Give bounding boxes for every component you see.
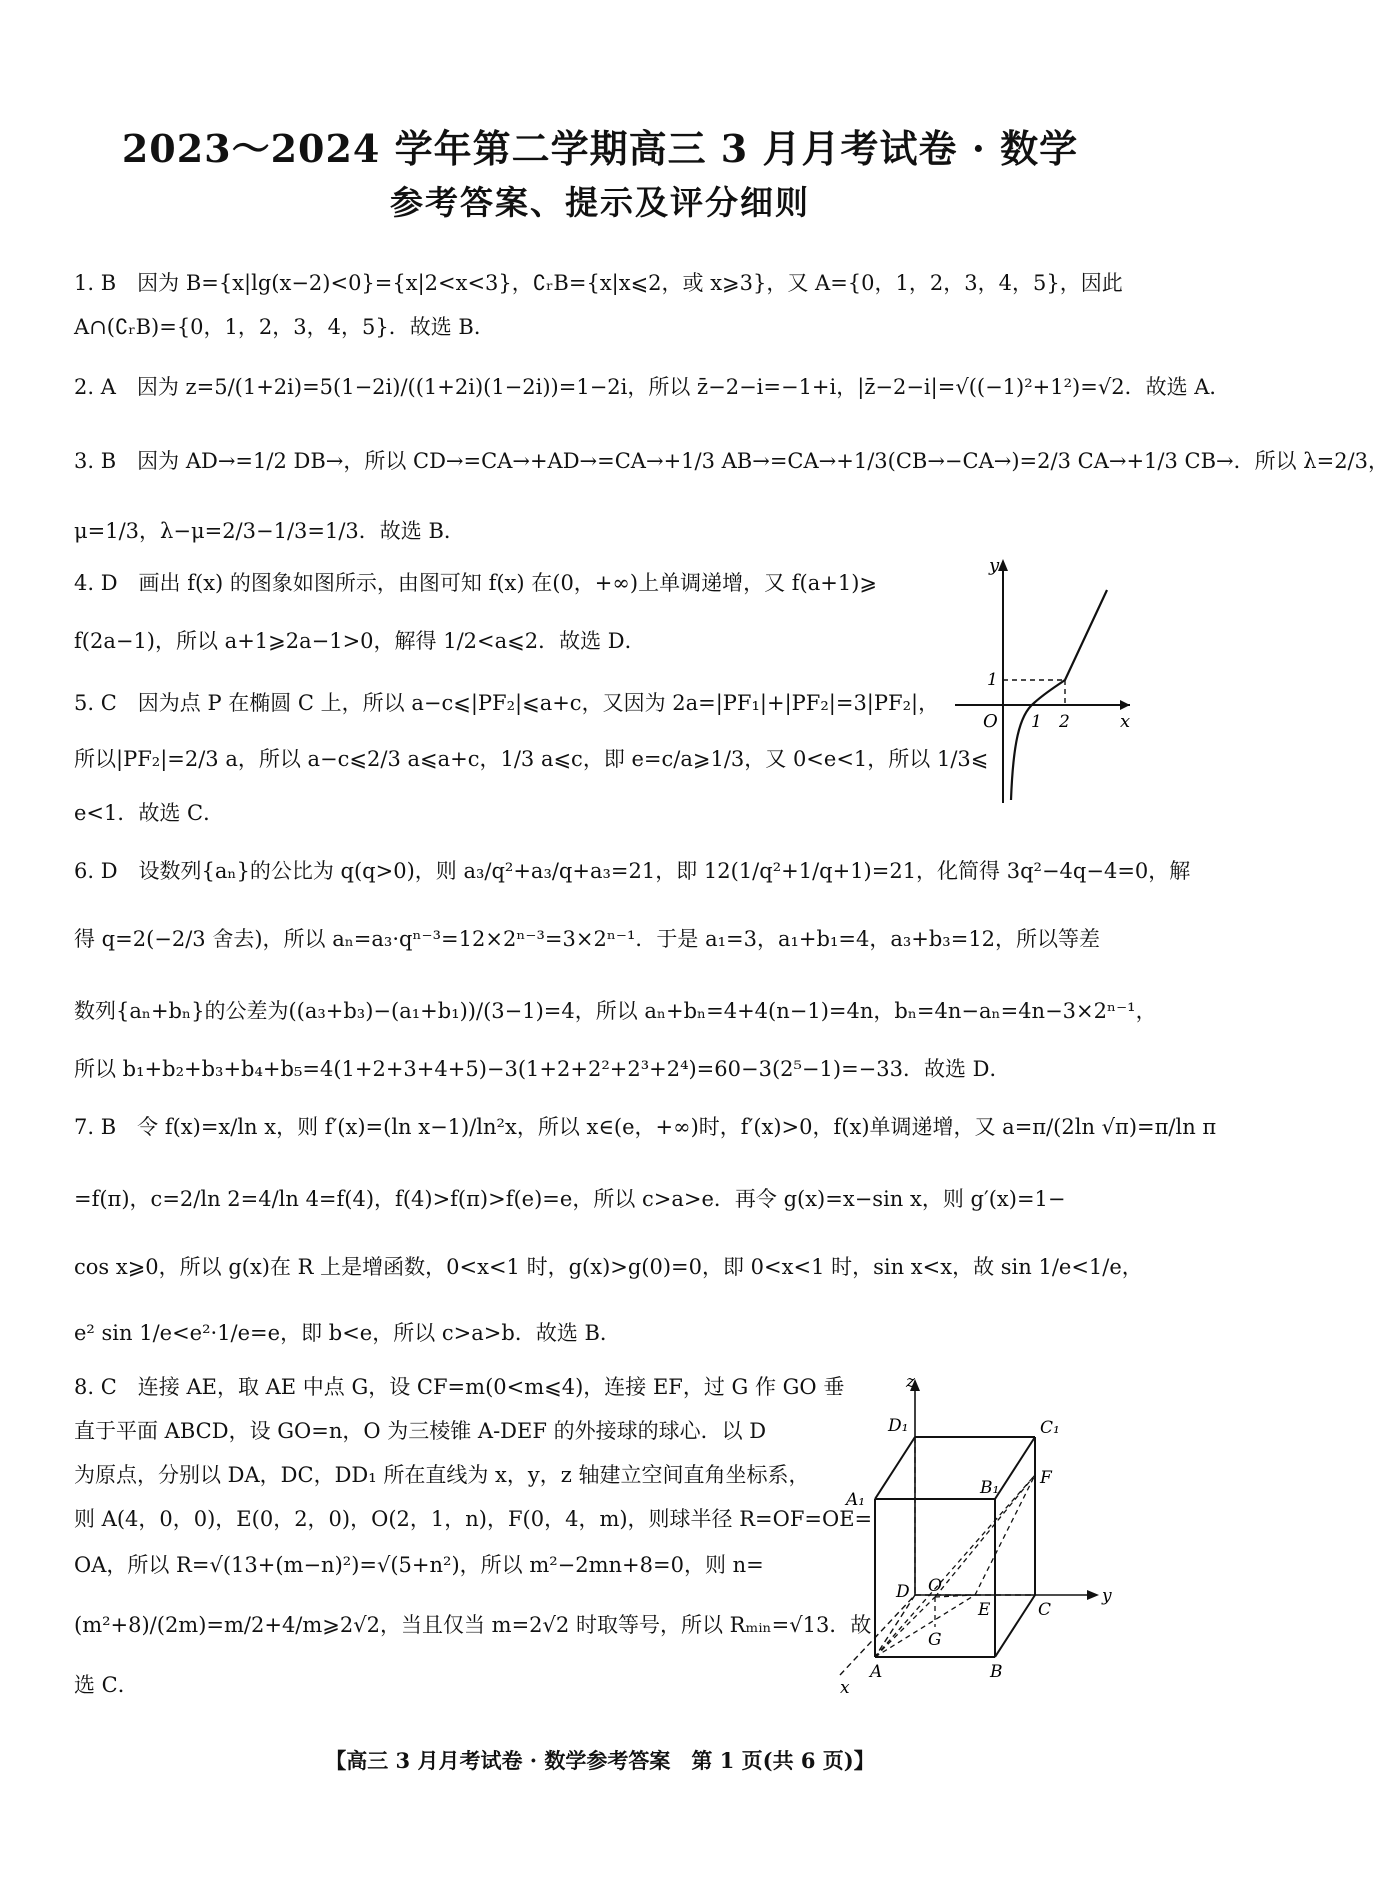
vertex-label: D₁: [888, 1416, 909, 1436]
origin-label: O: [983, 711, 998, 732]
answer-line: 数列{aₙ+bₙ}的公差为((a₃+b₃)−(a₁+b₁))/(3−1)=4，所以 aₙ+bₙ=4+4(n−1)=4n，bₙ=4n−aₙ=4n−3×2ⁿ⁻¹，: [74, 999, 1157, 1023]
answer-line: 则 A(4，0，0)，E(0，2，0)，O(2，1，n)，F(0，4，m)，则球半径 R=OF=OE=: [74, 1507, 873, 1531]
tick-label: 2: [1059, 712, 1070, 732]
x-axis-label: x: [840, 1678, 850, 1698]
answer-line: 得 q=2(−2/3 舍去)，所以 aₙ=a₃·qⁿ⁻³=12×2ⁿ⁻³=3×2ⁿ⁻¹．于是 a₁=3，a₁+b₁=4，a₃+b₃=12，所以等差: [74, 927, 1101, 951]
vertex-label: B₁: [980, 1478, 1000, 1498]
answer-line: A∩(∁ᵣB)={0，1，2，3，4，5}．故选 B．: [74, 315, 495, 339]
answer-line: 3. B 因为 AD→=1/2 DB→，所以 CD→=CA→+AD→=CA→+1/3 AB→=CA→+1/3(CB→−CA→)=2/3 CA→+1/3 CB→．所以 λ=2/3，: [74, 449, 1389, 473]
answer-line: 5. C 因为点 P 在椭圆 C 上，所以 a−c⩽|PF₂|⩽a+c，又因为 2a=|PF₁|+|PF₂|=3|PF₂|，: [74, 691, 940, 715]
answer-line: 7. B 令 f(x)=x/ln x，则 f′(x)=(ln x−1)/ln²x，所以 x∈(e，+∞)时，f′(x)>0，f(x)单调递增，又 a=π/(2ln √π)=π/ln π: [74, 1115, 1217, 1139]
answer-line: =f(π)，c=2/ln 2=4/ln 4=f(4)，f(4)>f(π)>f(e)=e，所以 c>a>e．再令 g(x)=x−sin x，则 g′(x)=1−: [74, 1187, 1066, 1211]
answer-line: 选 C．: [74, 1673, 139, 1697]
vertex-label: C: [1038, 1600, 1052, 1620]
answer-line: (m²+8)/(2m)=m/2+4/m⩾2√2，当且仅当 m=2√2 时取等号，所以 Rₘᵢₙ=√13．故: [74, 1613, 872, 1637]
vertex-label: A₁: [846, 1490, 866, 1510]
answer-line: OA，所以 R=√(13+(m−n)²)=√(5+n²)，所以 m²−2mn+8=0，则 n=: [74, 1553, 764, 1577]
function-graph: [955, 555, 1135, 805]
tick-label: 1: [1031, 712, 1042, 732]
answer-line: cos x⩾0，所以 g(x)在 R 上是增函数，0<x<1 时，g(x)>g(0)=0，即 0<x<1 时，sin x<x，故 sin 1/e<1/e，: [74, 1255, 1143, 1279]
vertex-label: A: [870, 1662, 883, 1682]
page-subtitle: 参考答案、提示及评分细则: [390, 183, 810, 222]
answer-line: 2. A 因为 z=5/(1+2i)=5(1−2i)/((1+2i)(1−2i))=1−2i，所以 z̄−2−i=−1+i，|z̄−2−i|=√((−1)²+1²)=√2．故选 A．: [74, 375, 1231, 399]
x-axis-label: x: [1120, 711, 1131, 732]
answer-line: 所以|PF₂|=2/3 a，所以 a−c⩽2/3 a⩽a+c，1/3 a⩽c，即 e=c/a⩾1/3，又 0<e<1，所以 1/3⩽: [74, 747, 989, 771]
vertex-label: E: [978, 1600, 991, 1620]
answer-line: 直于平面 ABCD，设 GO=n，O 为三棱锥 A-DEF 的外接球的球心．以 D: [74, 1419, 767, 1443]
answer-line: 6. D 设数列{aₙ}的公比为 q(q>0)，则 a₃/q²+a₃/q+a₃=21，即 12(1/q²+1/q+1)=21，化简得 3q²−4q−4=0，解: [74, 859, 1191, 883]
z-axis-label: z: [906, 1372, 915, 1392]
page-footer: 【高三 3 月月考试卷 · 数学参考答案 第 1 页(共 6 页)】: [325, 1748, 875, 1773]
page-title: 2023～2024 学年第二学期高三 3 月月考试卷 · 数学: [121, 126, 1079, 171]
answer-line: 为原点，分别以 DA，DC，DD₁ 所在直线为 x，y，z 轴建立空间直角坐标系，: [74, 1463, 810, 1487]
answer-line: 4. D 画出 f(x) 的图象如图所示，由图可知 f(x) 在(0，+∞)上单调递增，又 f(a+1)⩾: [74, 571, 877, 595]
answer-line: 1. B 因为 B={x|lg(x−2)<0}={x|2<x<3}，∁ᵣB={x|x⩽2，或 x⩾3}，又 A={0，1，2，3，4，5}，因此: [74, 271, 1123, 295]
answer-line: e<1．故选 C．: [74, 801, 225, 825]
vertex-label: O: [928, 1576, 942, 1596]
y-axis-label: y: [989, 555, 1000, 576]
vertex-label: F: [1040, 1468, 1052, 1488]
answer-line: 所以 b₁+b₂+b₃+b₄+b₅=4(1+2+3+4+5)−3(1+2+2²+2³+2⁴)=60−3(2⁵−1)=−33．故选 D．: [74, 1057, 1011, 1081]
answer-line: f(2a−1)，所以 a+1⩾2a−1>0，解得 1/2<a⩽2．故选 D．: [74, 629, 646, 653]
vertex-label: B: [990, 1662, 1003, 1682]
vertex-label: D: [896, 1582, 910, 1602]
vertex-label: C₁: [1040, 1418, 1060, 1438]
answer-line: 8. C 连接 AE，取 AE 中点 G，设 CF=m(0<m⩽4)，连接 EF，过 G 作 GO 垂: [74, 1375, 845, 1399]
vertex-label: G: [928, 1630, 942, 1650]
cube-diagram: [840, 1372, 1140, 1698]
answer-line: μ=1/3，λ−μ=2/3−1/3=1/3．故选 B．: [74, 519, 465, 543]
y-axis-label: y: [1102, 1586, 1112, 1606]
answer-line: e² sin 1/e<e²·1/e=e，即 b<e，所以 c>a>b．故选 B．: [74, 1321, 621, 1345]
tick-label: 1: [987, 670, 998, 690]
